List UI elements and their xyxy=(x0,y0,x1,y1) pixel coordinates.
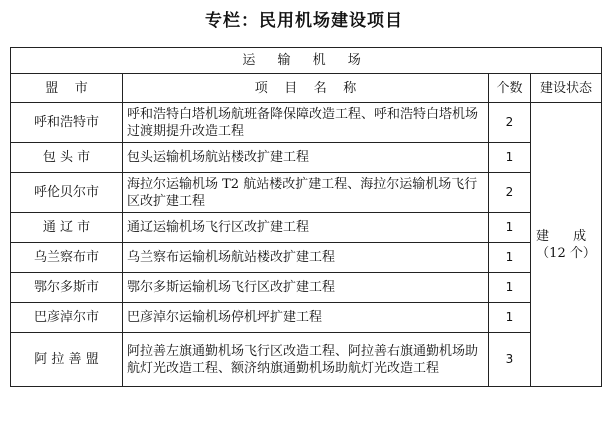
city-cell: 阿 拉 善 盟 xyxy=(11,333,123,387)
city-cell: 呼伦贝尔市 xyxy=(11,173,123,213)
table-row xyxy=(11,143,602,173)
city-cell: 乌兰察布市 xyxy=(11,243,123,273)
project-cell: 海拉尔运输机场 T2 航站楼改扩建工程、海拉尔运输机场飞行区改扩建工程 xyxy=(123,173,489,213)
header-city: 盟 市 xyxy=(11,74,123,103)
count-cell: 2 xyxy=(489,173,531,213)
section-title: 运 输 机 场 xyxy=(11,48,602,74)
status-label: 建 成 xyxy=(535,228,597,244)
table-row xyxy=(11,243,602,273)
header-count: 个数 xyxy=(489,74,531,103)
table-row xyxy=(11,213,602,243)
status-count-note: （12 个） xyxy=(536,245,596,261)
project-cell: 阿拉善左旗通勤机场飞行区改造工程、阿拉善右旗通勤机场助航灯光改造工程、额济纳旗通勤机场助航灯光改造工程 xyxy=(123,333,489,387)
table-row xyxy=(11,333,602,387)
count-cell: 2 xyxy=(489,103,531,143)
project-cell: 巴彦淖尔运输机场停机坪扩建工程 xyxy=(123,303,489,333)
column-header-row xyxy=(11,74,602,103)
count-cell: 3 xyxy=(489,333,531,387)
city-cell: 通 辽 市 xyxy=(11,213,123,243)
count-cell: 1 xyxy=(489,303,531,333)
table-row xyxy=(11,303,602,333)
status-cell xyxy=(531,103,602,387)
table-row xyxy=(11,273,602,303)
project-cell: 呼和浩特白塔机场航班备降保障改造工程、呼和浩特白塔机场过渡期提升改造工程 xyxy=(123,103,489,143)
city-cell: 包 头 市 xyxy=(11,143,123,173)
project-cell: 通辽运输机场飞行区改扩建工程 xyxy=(123,213,489,243)
count-cell: 1 xyxy=(489,273,531,303)
airport-projects-table xyxy=(10,47,602,387)
city-cell: 巴彦淖尔市 xyxy=(11,303,123,333)
header-project: 项 目 名 称 xyxy=(123,74,489,103)
section-header-row xyxy=(11,48,602,74)
header-status: 建设状态 xyxy=(531,74,602,103)
count-cell: 1 xyxy=(489,143,531,173)
page-title: 专栏：民用机场建设项目 xyxy=(205,11,403,31)
project-cell: 鄂尔多斯运输机场飞行区改扩建工程 xyxy=(123,273,489,303)
table-row xyxy=(11,173,602,213)
city-cell: 呼和浩特市 xyxy=(11,103,123,143)
count-cell: 1 xyxy=(489,213,531,243)
project-cell: 包头运输机场航站楼改扩建工程 xyxy=(123,143,489,173)
city-cell: 鄂尔多斯市 xyxy=(11,273,123,303)
count-cell: 1 xyxy=(489,243,531,273)
project-cell: 乌兰察布运输机场航站楼改扩建工程 xyxy=(123,243,489,273)
table-row xyxy=(11,103,602,143)
